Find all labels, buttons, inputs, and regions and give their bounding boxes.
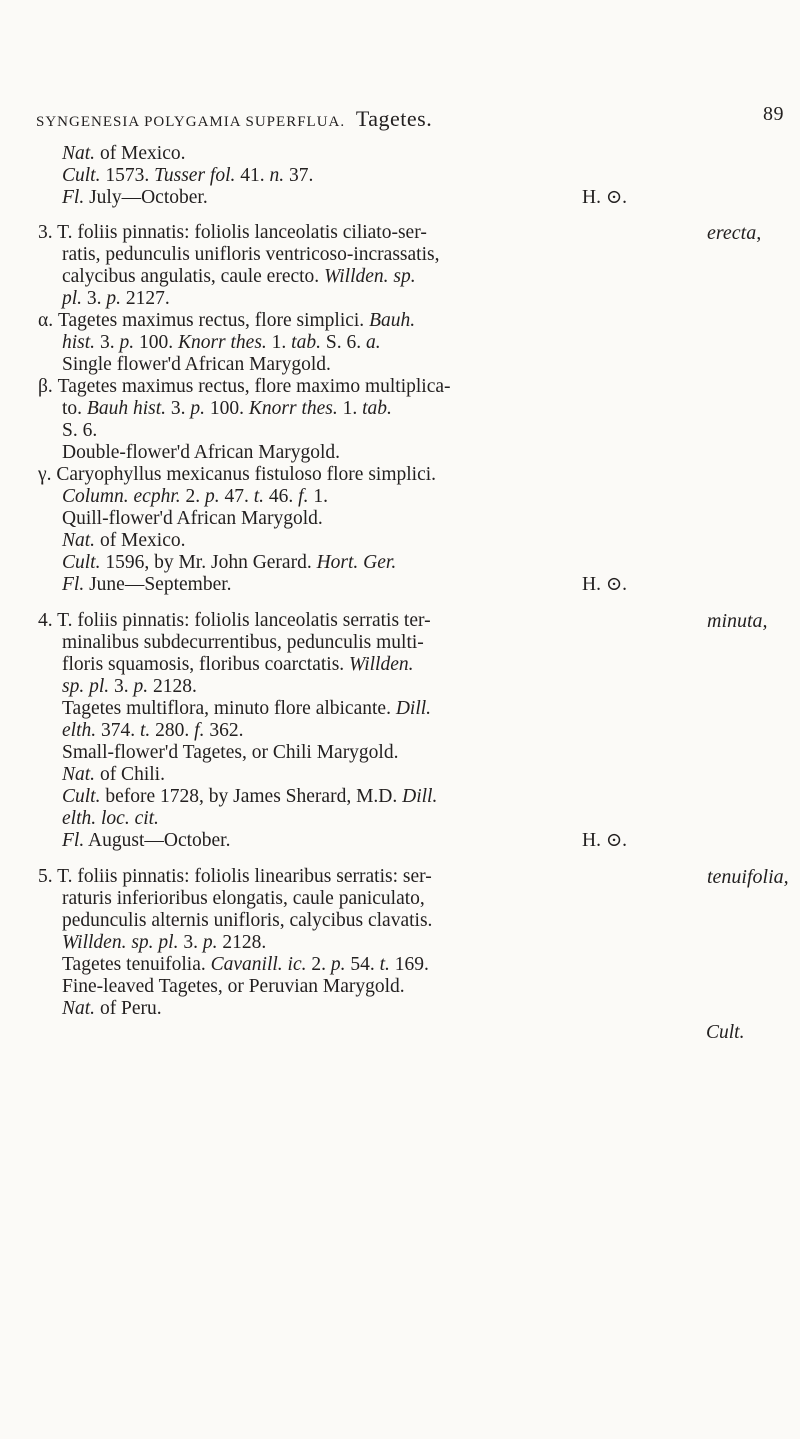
ref-f: f. [298, 486, 309, 507]
nat-label: Nat. [62, 143, 96, 164]
ref-plate: 169. [389, 954, 429, 975]
variety-reference-line [62, 332, 381, 354]
ref-p: p. [106, 288, 122, 309]
species-reference-line [62, 288, 170, 310]
fl-text: August—October. [84, 830, 231, 851]
catchword: Cult. [706, 1022, 745, 1043]
diagnosis-text: calycibus angulatis, caule erecto. [62, 266, 325, 287]
ref-page: 2128. [217, 932, 267, 953]
ref-vol: 2. [180, 486, 205, 507]
ref-p: p. [202, 932, 218, 953]
ref-p: p. [119, 332, 135, 353]
nat-line [62, 764, 165, 786]
synonym-line [62, 698, 431, 720]
cult-ref: Tusser fol. [154, 165, 236, 186]
common-name: Fine-leaved Tagetes, or Peruvian Marygold. [62, 976, 405, 997]
nat-label: Nat. [62, 998, 96, 1019]
ref-vol: 1. [266, 332, 292, 353]
ref-vol: 3. [95, 332, 120, 353]
species-diagnosis-line: 5. T. foliis pinnatis: foliolis linearibus serratis: ser- [38, 866, 432, 887]
variety-text: α. Tagetes maximus rectus, flore simplici. [38, 310, 370, 331]
running-head-class: SYNGENESIA POLYGAMIA SUPERFLUA. [36, 114, 346, 130]
ref-page: 374. [96, 720, 140, 741]
cult-label: Cult. [62, 786, 101, 807]
fl-text: July—October. [84, 187, 208, 208]
cult-label: Cult. [62, 552, 101, 573]
synonym-text: Tagetes multiflora, minuto flore albicante. [62, 698, 396, 719]
nat-line [62, 998, 162, 1020]
ref-vol: 2. [306, 954, 331, 975]
fl-line [62, 187, 208, 209]
ref-plate: S. 6. [62, 420, 98, 441]
nat-label: Nat. [62, 764, 96, 785]
synonym-reference-line [62, 720, 243, 742]
ref-abbrev: Bauh hist. [86, 398, 167, 419]
ref-vol: 3. [82, 288, 107, 309]
variety-text: to. [62, 398, 87, 419]
ref-vol: 3. [109, 676, 134, 697]
nat-label: Nat. [62, 530, 96, 551]
common-name: Small-flower'd Tagetes, or Chili Marygold. [62, 742, 399, 763]
fl-symbol: H. ⊙. [582, 574, 628, 595]
variety-alpha-line [38, 310, 415, 332]
species-diagnosis-line [62, 266, 416, 288]
ref-plate: 280. [150, 720, 195, 741]
cult-line [62, 552, 396, 574]
ref-abbrev: Knorr thes. [177, 332, 267, 353]
diagnosis-authority: Willden. [349, 654, 414, 675]
ref-abbrev: sp. pl. [62, 676, 110, 697]
ref-t: t. [140, 720, 151, 741]
ref-f: f. [194, 720, 205, 741]
ref-fig: a. [365, 332, 381, 353]
ref-plate: S. 6. [320, 332, 366, 353]
common-name: Double-flower'd African Marygold. [62, 442, 341, 463]
fl-text: June—September. [84, 574, 232, 595]
ref-abbrev: hist. [62, 332, 96, 353]
running-head-genus: Tagetes. [355, 106, 433, 131]
cult-text: before 1728, by James Sherard, M.D. [100, 786, 403, 807]
nat-text: of Peru. [95, 998, 162, 1019]
cult-ref-continued: elth. loc. cit. [62, 808, 159, 829]
species-epithet-margin: minuta, [707, 610, 768, 632]
ref-abbrev: Column. ecphr. [62, 486, 181, 507]
species-reference-line [62, 932, 266, 954]
diagnosis-authority: Willden. sp. [324, 266, 416, 287]
ref-page: 2128. [148, 676, 197, 697]
ref-abbrev: elth. [62, 720, 97, 741]
nat-text: of Mexico. [95, 530, 186, 551]
ref-abbrev: Knorr thes. [248, 398, 338, 419]
species-epithet-margin: erecta, [707, 222, 762, 244]
ref-p: p. [190, 398, 206, 419]
ref-abbrev: Cavanill. ic. [210, 954, 307, 975]
fl-symbol: H. ⊙. [582, 830, 628, 851]
cult-line [62, 165, 313, 187]
variety-reference-line [62, 486, 328, 508]
species-diagnosis-line: ratis, pedunculis unifloris ventricoso-incrassatis, [62, 244, 440, 265]
fl-symbol: H. ⊙. [582, 187, 628, 208]
synonym-authority: Dill. [395, 698, 432, 719]
ref-page: 54. [345, 954, 380, 975]
cult-text: 1596, by Mr. John Gerard. [100, 552, 317, 573]
nat-line [62, 143, 186, 165]
cult-text: 1573. [100, 165, 155, 186]
fl-label: Fl. [62, 187, 85, 208]
fl-line [62, 830, 230, 852]
ref-page: 100. [134, 332, 178, 353]
variety-authority: Bauh. [369, 310, 416, 331]
fl-line [62, 574, 232, 596]
nat-text: of Chili. [95, 764, 165, 785]
ref-plate: 46. [264, 486, 299, 507]
ref-page: 100. [205, 398, 249, 419]
synonym-line [62, 954, 429, 976]
ref-tab: tab. [291, 332, 321, 353]
ref-page: 2127. [121, 288, 170, 309]
cult-line [62, 786, 437, 808]
ref-p: p. [133, 676, 149, 697]
variety-beta-line: β. Tagetes maximus rectus, flore maximo multiplica- [38, 376, 451, 397]
fl-label: Fl. [62, 830, 85, 851]
page-number: 89 [763, 103, 784, 125]
cult-ref: Dill. [402, 786, 438, 807]
variety-reference-line [62, 398, 392, 420]
species-diagnosis-line [62, 654, 414, 676]
ref-abbrev: Willden. sp. pl. [62, 932, 179, 953]
cult-ref-end: 37. [284, 165, 314, 186]
ref-p: p. [205, 486, 220, 507]
ref-vol: 1. [337, 398, 363, 419]
running-head-title [36, 106, 432, 132]
common-name: Single flower'd African Marygold. [62, 354, 331, 375]
running-head [36, 100, 784, 130]
ref-p: p. [330, 954, 346, 975]
species-epithet-margin: tenuifolia, [707, 866, 789, 888]
species-diagnosis-line: pedunculis alternis unifloris, calycibus clavatis. [62, 910, 433, 931]
species-diagnosis-line: minalibus subdecurrentibus, pedunculis multi- [62, 632, 424, 653]
cult-ref: Hort. Ger. [316, 552, 397, 573]
diagnosis-text: floris squamosis, floribus coarctatis. [62, 654, 350, 675]
ref-t: t. [379, 954, 390, 975]
ref-fig: 362. [204, 720, 244, 741]
fl-label: Fl. [62, 574, 85, 595]
variety-gamma-line: γ. Caryophyllus mexicanus fistuloso flore simplici. [38, 464, 437, 485]
species-diagnosis-line: 4. T. foliis pinnatis: foliolis lanceolatis serratis ter- [38, 610, 431, 631]
ref-vol: 3. [178, 932, 203, 953]
common-name: Quill-flower'd African Marygold. [62, 508, 323, 529]
cult-ref-n: n. [269, 165, 285, 186]
cult-ref-number: 41. [235, 165, 270, 186]
species-diagnosis-line: raturis inferioribus elongatis, caule paniculato, [62, 888, 425, 909]
nat-line [62, 530, 186, 552]
species-reference-line [62, 676, 197, 698]
cult-label: Cult. [62, 165, 101, 186]
synonym-text: Tagetes tenuifolia. [62, 954, 211, 975]
nat-text: of Mexico. [95, 143, 186, 164]
ref-fig: 1. [308, 486, 328, 507]
species-diagnosis-line: 3. T. foliis pinnatis: foliolis lanceolatis ciliato-ser- [38, 222, 427, 243]
ref-vol: 3. [166, 398, 191, 419]
ref-t: t. [253, 486, 265, 507]
ref-tab: tab. [362, 398, 392, 419]
ref-page: 47. [219, 486, 254, 507]
ref-abbrev: pl. [62, 288, 83, 309]
